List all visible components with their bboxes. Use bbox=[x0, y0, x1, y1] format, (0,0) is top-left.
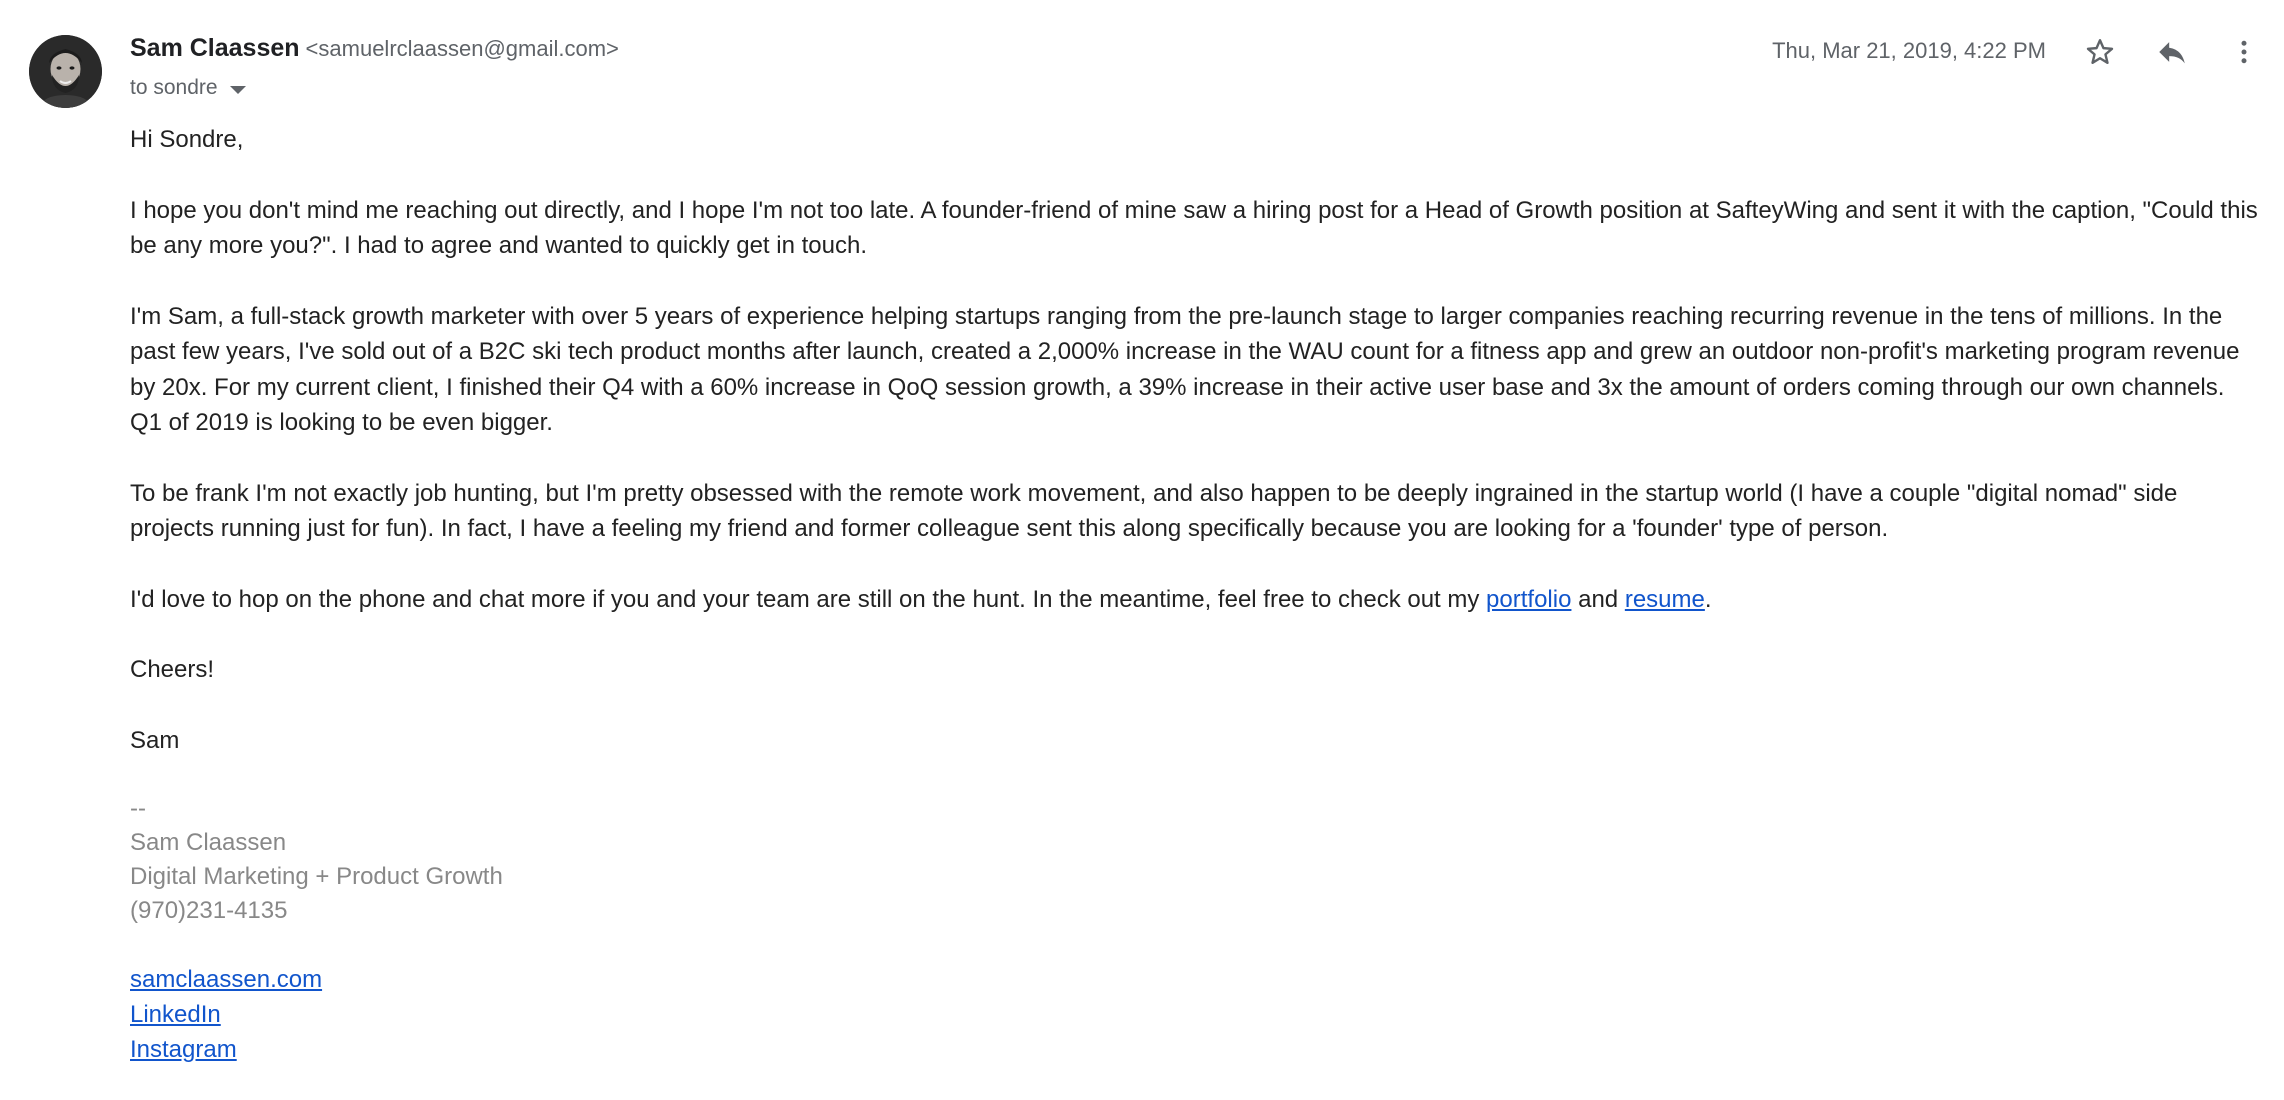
recipient-label: to sondre bbox=[130, 76, 218, 99]
cta-text-after: . bbox=[1704, 585, 1712, 613]
email-signature bbox=[130, 792, 2260, 1067]
sender-name[interactable]: Sam Claassen bbox=[130, 34, 300, 62]
signature-links bbox=[130, 962, 2260, 1067]
signature-phone: (970)231-4135 bbox=[130, 897, 288, 924]
sender-avatar[interactable] bbox=[29, 35, 102, 108]
reply-button[interactable] bbox=[2150, 30, 2194, 74]
sign-name: Sam bbox=[130, 726, 180, 754]
sender-email: <samuelrclaassen@gmail.com> bbox=[305, 36, 619, 61]
website-link[interactable]: samclaassen.com bbox=[130, 966, 323, 993]
caret-down-icon bbox=[230, 86, 246, 94]
closing: Cheers! bbox=[130, 656, 215, 683]
paragraph-motivation: To be frank I'm not exactly job hunting, but I'm pretty obsessed with the remote work movement, and also happen to be deeply ingrained in the startup world (I have a couple "digital nomad" side projects running just for fun). In fact, I have a feeling my friend and former colleague sent this along specifically because you are looking for a 'founder' type of person. bbox=[130, 479, 2178, 542]
cta-text-middle: and bbox=[1571, 585, 1625, 613]
instagram-link[interactable]: Instagram bbox=[130, 1036, 237, 1063]
email-body bbox=[130, 122, 2260, 1067]
resume-link[interactable]: resume bbox=[1624, 585, 1705, 613]
signature-title: Digital Marketing + Product Growth bbox=[130, 863, 503, 890]
signature-separator: -- bbox=[130, 795, 146, 822]
paragraph-experience: I'm Sam, a full-stack growth marketer with over 5 years of experience helping startups ranging from the pre-launch stage to larger companies reaching recurring revenue in the tens of millions. In the past few years, I've sold out of a B2C ski tech product months after launch, created a 2,000% increase in the WAU count for a fitness app and grew an outdoor non-profit's marketing program revenue by 20x. For my current client, I finished their Q4 with a 60% increase in QoQ session growth, a 39% increase in their active user base and 3x the amount of orders coming through our own channels. Q1 of 2019 is looking to be even bigger. bbox=[130, 302, 2240, 436]
email-date: Thu, Mar 21, 2019, 4:22 PM bbox=[1772, 38, 2046, 63]
greeting: Hi Sondre, bbox=[130, 126, 244, 153]
cta-text-before: I'd love to hop on the phone and chat more if you and your team are still on the hunt. In the meantime, feel free to check out my bbox=[130, 585, 1487, 613]
star-icon bbox=[2084, 36, 2116, 68]
recipient-details-toggle[interactable] bbox=[130, 76, 246, 100]
linkedin-link[interactable]: LinkedIn bbox=[130, 1001, 221, 1028]
more-vert-icon bbox=[2229, 37, 2259, 67]
more-options-button[interactable] bbox=[2222, 30, 2266, 74]
avatar-portrait-icon bbox=[29, 35, 102, 108]
portfolio-link[interactable]: portfolio bbox=[1486, 585, 1572, 613]
star-button[interactable] bbox=[2078, 30, 2122, 74]
signature-name: Sam Claassen bbox=[130, 829, 287, 856]
reply-icon bbox=[2155, 35, 2189, 69]
paragraph-call-to-action bbox=[130, 582, 2260, 618]
paragraph-intro: I hope you don't mind me reaching out directly, and I hope I'm not too late. A founder-friend of mine saw a hiring post for a Head of Growth position at SafteyWing and sent it with the caption, "Could this be any more you?". I had to agree and wanted to quickly get in touch. bbox=[130, 196, 2258, 259]
email-header bbox=[130, 34, 619, 74]
